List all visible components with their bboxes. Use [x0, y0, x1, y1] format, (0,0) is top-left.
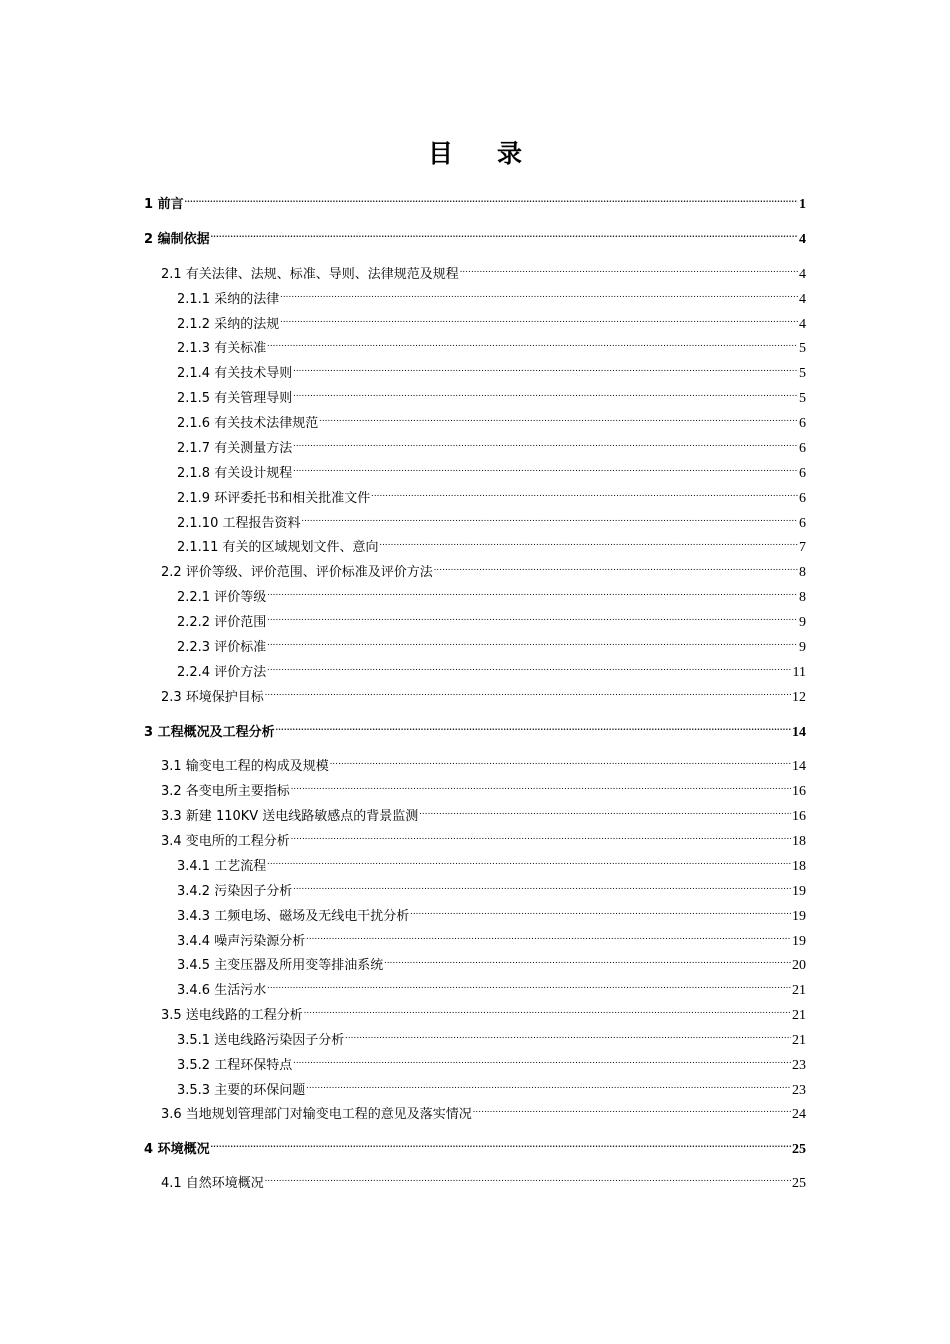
- dot-leader: [267, 850, 791, 870]
- dot-leader: [379, 531, 798, 551]
- toc-page-number: 4: [799, 232, 806, 247]
- toc-entry-label: 2.1.10 工程报告资料: [177, 516, 301, 531]
- toc-page-number: 20: [792, 958, 806, 973]
- toc-page-number: 5: [799, 366, 806, 381]
- toc-page-number: 21: [792, 1008, 806, 1023]
- toc-entry-label: 2.3 环境保护目标: [161, 690, 264, 705]
- dot-leader: [291, 775, 791, 795]
- toc-page-number: 19: [792, 884, 806, 899]
- toc-entry-label: 3.4.3 工频电场、磁场及无线电干扰分析: [177, 909, 410, 924]
- toc-entry-label: 4 环境概况: [144, 1142, 210, 1157]
- toc-entry-label: 3.1 输变电工程的构成及规模: [161, 759, 329, 774]
- toc-page-number: 25: [792, 1176, 806, 1191]
- toc-entry-label: 2.1.11 有关的区域规划文件、意向: [177, 540, 379, 555]
- dot-leader: [280, 308, 798, 328]
- dot-leader: [330, 750, 791, 770]
- toc-entry[interactable]: [177, 432, 806, 456]
- toc-entry-label: 3.5.2 工程环保特点: [177, 1058, 293, 1073]
- toc-entry[interactable]: [177, 581, 806, 605]
- toc-page-number: 5: [799, 341, 806, 356]
- toc-entry[interactable]: [177, 507, 806, 531]
- toc-page-number: 21: [792, 1033, 806, 1048]
- dot-leader: [267, 581, 798, 601]
- toc-page-number: 14: [792, 759, 806, 774]
- toc-entry-label: 2.2.2 评价范围: [177, 615, 267, 630]
- dot-leader: [345, 1024, 791, 1044]
- dot-leader: [371, 482, 798, 502]
- toc-entry[interactable]: [177, 1074, 806, 1098]
- toc-entry[interactable]: [177, 457, 806, 481]
- toc-page-number: 6: [799, 441, 806, 456]
- toc-page-number: 11: [792, 665, 806, 680]
- page-title: [0, 134, 950, 170]
- dot-leader: [280, 283, 798, 303]
- dot-leader: [306, 925, 791, 945]
- toc-page-number: 5: [799, 391, 806, 406]
- toc-page-number: 21: [792, 983, 806, 998]
- toc-page-number: 18: [792, 859, 806, 874]
- toc-page-number: 7: [799, 540, 806, 555]
- toc-entry[interactable]: [177, 656, 806, 680]
- dot-leader: [267, 631, 798, 651]
- toc-page-number: 16: [792, 809, 806, 824]
- toc-page-number: 18: [792, 834, 806, 849]
- toc-entry-label: 3.2 各变电所主要指标: [161, 784, 290, 799]
- toc-entry-label: 4.1 自然环境概况: [161, 1176, 264, 1191]
- toc-entry-label: 3.4.4 噪声污染源分析: [177, 934, 306, 949]
- dot-leader: [293, 357, 798, 377]
- toc-page-number: 16: [792, 784, 806, 799]
- toc-page-number: 1: [799, 197, 806, 212]
- toc-page-number: 8: [799, 590, 806, 605]
- toc-entry-label: 2.1.8 有关设计规程: [177, 466, 293, 481]
- dot-leader: [267, 974, 791, 994]
- toc-entry-label: 3.5 送电线路的工程分析: [161, 1008, 303, 1023]
- toc-entry-label: 2.1.9 环评委托书和相关批准文件: [177, 491, 371, 506]
- toc-page-number: 4: [799, 267, 806, 282]
- toc-page-number: 23: [792, 1058, 806, 1073]
- toc-entry[interactable]: [161, 999, 806, 1023]
- toc-entry-label: 2.1.2 采纳的法规: [177, 317, 280, 332]
- toc-entry-label: 2.1.3 有关标准: [177, 341, 267, 356]
- dot-leader: [293, 875, 791, 895]
- dot-leader: [319, 407, 798, 427]
- toc-entry[interactable]: [161, 681, 806, 705]
- dot-leader: [293, 382, 798, 402]
- toc-entry-label: 2.2 评价等级、评价范围、评价标准及评价方法: [161, 565, 433, 580]
- toc-entry-label: 3.4.1 工艺流程: [177, 859, 267, 874]
- dot-leader: [293, 457, 798, 477]
- toc-entry[interactable]: [177, 407, 806, 431]
- toc-entry-label: 2.1.4 有关技术导则: [177, 366, 293, 381]
- toc-entry-label: 3.3 新建 110KV 送电线路敏感点的背景监测: [161, 809, 419, 824]
- toc-entry-label: 3.5.3 主要的环保问题: [177, 1083, 306, 1098]
- toc-entry[interactable]: [161, 775, 806, 799]
- toc-entry[interactable]: [161, 556, 806, 580]
- toc-entry[interactable]: [177, 925, 806, 949]
- toc-page-number: 4: [799, 317, 806, 332]
- toc-entry[interactable]: [177, 531, 806, 555]
- dot-leader: [267, 332, 798, 352]
- toc-entry[interactable]: [177, 631, 806, 655]
- toc-page-number: 19: [792, 909, 806, 924]
- toc-entry[interactable]: [177, 1049, 806, 1073]
- toc-entry-label: 3.5.1 送电线路污染因子分析: [177, 1033, 345, 1048]
- toc-entry-label: 2.2.4 评价方法: [177, 665, 267, 680]
- toc-entry[interactable]: [177, 850, 806, 874]
- toc-entry[interactable]: [177, 900, 806, 924]
- toc-entry-label: 2.1.6 有关技术法律规范: [177, 416, 319, 431]
- toc-page-number: 6: [799, 466, 806, 481]
- toc-entry-label: 3.4.2 污染因子分析: [177, 884, 293, 899]
- toc-entry-label: 2.2.1 评价等级: [177, 590, 267, 605]
- toc-entry-label: 1 前言: [144, 197, 184, 212]
- toc-entry[interactable]: [161, 800, 806, 824]
- toc-entry[interactable]: [161, 258, 806, 282]
- toc-page-number: 6: [799, 491, 806, 506]
- toc-entry[interactable]: [177, 875, 806, 899]
- toc-entry[interactable]: [177, 974, 806, 998]
- dot-leader: [419, 800, 791, 820]
- dot-leader: [384, 949, 791, 969]
- title-char-1: 目: [427, 139, 453, 168]
- toc-entry[interactable]: [177, 357, 806, 381]
- toc-entry[interactable]: [177, 382, 806, 406]
- toc-entry[interactable]: [177, 606, 806, 630]
- toc-entry-label: 2.2.3 评价标准: [177, 640, 267, 655]
- dot-leader: [267, 656, 791, 676]
- dot-leader: [293, 1049, 791, 1069]
- dot-leader: [291, 825, 791, 845]
- toc-entry[interactable]: [144, 1133, 806, 1157]
- toc-entry-label: 2 编制依据: [144, 232, 210, 247]
- dot-leader: [265, 681, 791, 701]
- dot-leader: [410, 900, 791, 920]
- dot-leader: [185, 188, 798, 208]
- dot-leader: [473, 1098, 791, 1118]
- toc-page-number: 19: [792, 934, 806, 949]
- toc-page-number: 24: [792, 1107, 806, 1122]
- toc-entry[interactable]: [161, 1167, 806, 1191]
- toc-page-number: 4: [799, 292, 806, 307]
- toc-page-number: 14: [792, 725, 806, 740]
- toc-entry-label: 2.1.1 采纳的法律: [177, 292, 280, 307]
- dot-leader: [301, 507, 798, 527]
- toc-page-number: 25: [792, 1142, 806, 1157]
- toc-entry[interactable]: [177, 283, 806, 307]
- toc-entry-label: 3 工程概况及工程分析: [144, 725, 275, 740]
- toc-page-number: 6: [799, 416, 806, 431]
- toc-entry[interactable]: [177, 1024, 806, 1048]
- dot-leader: [434, 556, 798, 576]
- toc-entry-label: 2.1 有关法律、法规、标准、导则、法律规范及规程: [161, 267, 459, 282]
- toc-entry[interactable]: [177, 308, 806, 332]
- toc-entry-label: 3.6 当地规划管理部门对输变电工程的意见及落实情况: [161, 1107, 472, 1122]
- toc-page-number: 6: [799, 516, 806, 531]
- dot-leader: [460, 258, 798, 278]
- toc-page-number: 12: [792, 690, 806, 705]
- toc-entry[interactable]: [177, 949, 806, 973]
- toc-entry[interactable]: [144, 223, 806, 247]
- toc-entry[interactable]: [144, 716, 806, 740]
- toc-entry[interactable]: [161, 825, 806, 849]
- toc-entry[interactable]: [161, 750, 806, 774]
- toc-entry[interactable]: [144, 188, 806, 212]
- toc-page-number: 9: [799, 640, 806, 655]
- toc-entry-label: 2.1.7 有关测量方法: [177, 441, 293, 456]
- toc-entry[interactable]: [177, 482, 806, 506]
- toc-entry-label: 3.4.6 生活污水: [177, 983, 267, 998]
- dot-leader: [306, 1074, 791, 1094]
- toc-entry-label: 2.1.5 有关管理导则: [177, 391, 293, 406]
- toc-entry-label: 3.4.5 主变压器及所用变等排油系统: [177, 958, 384, 973]
- dot-leader: [267, 606, 798, 626]
- toc-page-number: 9: [799, 615, 806, 630]
- dot-leader: [293, 432, 798, 452]
- toc-entry[interactable]: [177, 332, 806, 356]
- dot-leader: [304, 999, 791, 1019]
- dot-leader: [211, 223, 798, 243]
- dot-leader: [276, 716, 791, 736]
- toc-page-number: 23: [792, 1083, 806, 1098]
- dot-leader: [211, 1133, 791, 1153]
- title-char-2: 录: [497, 139, 523, 168]
- toc-entry[interactable]: [161, 1098, 806, 1122]
- toc-entry-label: 3.4 变电所的工程分析: [161, 834, 290, 849]
- dot-leader: [265, 1167, 791, 1187]
- toc-page-number: 8: [799, 565, 806, 580]
